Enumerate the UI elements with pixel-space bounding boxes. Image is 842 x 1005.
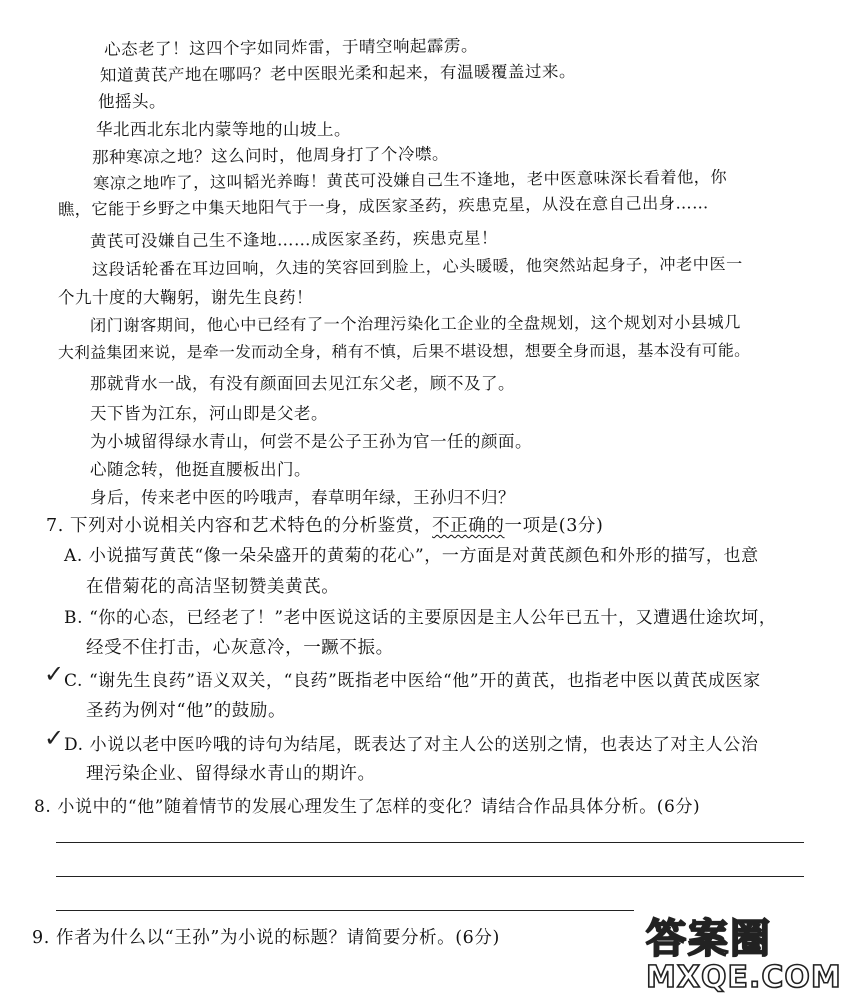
story-line: 大利益集团来说，是牵一发而动全身，稍有不慎，后果不堪设想，想要全身而退，基本没有可能。 bbox=[57, 340, 751, 362]
watermark-logo bbox=[640, 905, 842, 1003]
story-line: 那就背水一战，有没有颜面回去见江东父老，顾不及了。 bbox=[90, 374, 515, 393]
option-b-line-1: B. “你的心态，已经老了！”老中医说这话的主要原因是主人公年已五十，又遭遇仕途坎坷， bbox=[64, 608, 777, 628]
answer-line bbox=[56, 876, 804, 877]
option-c-line-2: 圣药为例对“他”的鼓励。 bbox=[86, 701, 287, 721]
story-line: 寒凉之地咋了，这叫韬光养晦！黄芪可没嫌自己生不逢地，老中医意味深长看着他，你 bbox=[92, 167, 728, 193]
story-line: 他摇头。 bbox=[98, 92, 166, 111]
story-line: 瞧，它能于乡野之中集天地阳气于一身，成医家圣药，疾患克星，从没在意自己出身…… bbox=[57, 193, 709, 219]
answer-line bbox=[56, 842, 804, 843]
story-line: 为小城留得绿水青山，何尝不是公子王孙为官一任的颜面。 bbox=[90, 432, 532, 451]
option-d-line-2: 理污染企业、留得绿水青山的期许。 bbox=[86, 764, 376, 784]
check-mark-icon: ✓ bbox=[44, 660, 65, 688]
story-line: 个九十度的大鞠躬，谢先生良药！ bbox=[58, 288, 313, 307]
question-7-stem bbox=[46, 512, 603, 537]
story-line: 心态老了！这四个字如同炸雷，于晴空响起霹雳。 bbox=[103, 36, 479, 59]
story-line: 心随念转，他挺直腰板出门。 bbox=[90, 460, 311, 479]
option-a-line-1: A. 小说描写黄芪“像一朵朵盛开的黄菊的花心”，一方面是对黄芪颜色和外形的描写，也意 bbox=[64, 546, 759, 566]
story-line: 知道黄芪产地在哪吗？老中医眼光柔和起来，有温暖覆盖过来。 bbox=[99, 61, 577, 85]
story-line: 这段话轮番在耳边回响，久违的笑容回到脸上，心头暖暖，他突然站起身子，冲老中医一 bbox=[91, 254, 743, 279]
watermark-url: MXQE.COM bbox=[646, 960, 842, 995]
question-7-underlined: 不正确的 bbox=[432, 516, 505, 536]
check-mark-icon: ✓ bbox=[44, 724, 65, 752]
option-b-line-2: 经受不住打击，心灰意冷，一蹶不振。 bbox=[86, 638, 394, 658]
option-d-line-1: D. 小说以老中医吟哦的诗句为结尾，既表达了对主人公的送别之情，也表达了对主人公治 bbox=[64, 735, 759, 755]
story-line: 闭门谢客期间，他心中已经有了一个治理污染化工企业的全盘规划，这个规划对小县城几 bbox=[89, 312, 741, 335]
story-line: 黄芪可没嫌自己生不逢地……成医家圣药，疾患克星！ bbox=[89, 228, 499, 251]
story-line: 天下皆为江东，河山即是父老。 bbox=[90, 404, 328, 423]
question-9-stem: 9. 作者为什么以“王孙”为小说的标题？请简要分析。(6分) bbox=[32, 928, 500, 948]
option-c-line-1: C. “谢先生良药”语义双关，“良药”既指老中医给“他”开的黄芪，也指老中医以黄芪成医家 bbox=[64, 671, 761, 691]
story-line: 身后，传来老中医的吟哦声，春草明年绿，王孙归不归？ bbox=[90, 488, 515, 507]
option-a-line-2: 在借菊花的高洁坚韧赞美黄芪。 bbox=[86, 577, 340, 597]
question-7-stem-before: 7. 下列对小说相关内容和艺术特色的分析鉴赏， bbox=[46, 516, 433, 536]
story-line: 华北西北东北内蒙等地的山坡上。 bbox=[96, 120, 351, 139]
question-8-stem: 8. 小说中的“他”随着情节的发展心理发生了怎样的变化？请结合作品具体分析。(6分) bbox=[34, 797, 701, 817]
answer-line bbox=[56, 910, 634, 911]
story-line: 那种寒凉之地？这么问时，他周身打了个冷噤。 bbox=[91, 144, 450, 167]
question-7-stem-after: 一项是(3分) bbox=[504, 516, 604, 536]
watermark-title: 答案圈 bbox=[646, 916, 772, 962]
